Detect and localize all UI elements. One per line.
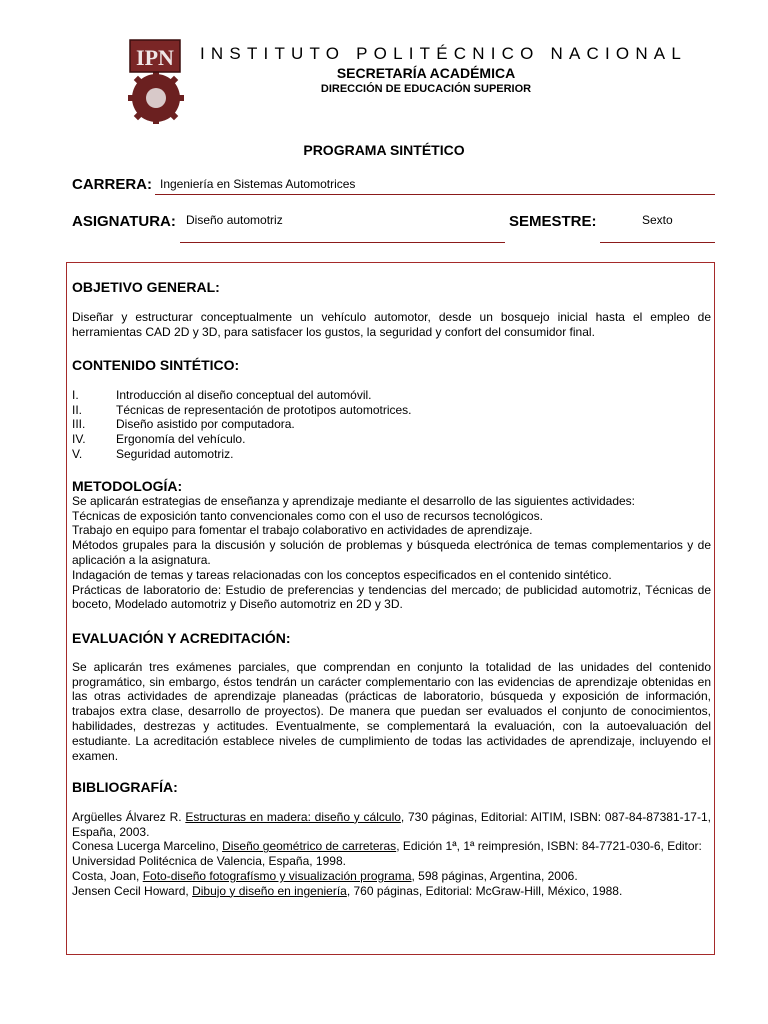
bibliography-heading: BIBLIOGRAFÍA: [72,779,178,795]
methodology-line: Prácticas de laboratorio de: Estudio de preferencias y tendencias del mercado; de publicidad automotriz, Técnicas de boceto, Modelado automotriz y Diseño automotriz en 2D y 3D. [72,582,711,612]
content-heading: CONTENIDO SINTÉTICO: [72,357,240,373]
evaluation-text: Se aplicarán tres exámenes parciales, que comprendan en conjunto la totalidad de las unidades del contenido programático, sin embargo, éstos tendrán un carácter complementario con las evidencias de aprendizaje obtenidas en las otras actividades de aprendizaje planeadas (prácticas de laboratorio, búsqueda y exposición de información, trabajos extra clase, desarrollo de proyectos). De manera que puedan ser evaluados el conjunto de conocimientos, habilidades, destrezas y actitudes. Eventualmente, se complementará la evaluación, con la autoevaluación del estudiante. La acreditación establece niveles de cumplimiento de todas las actividades de aprendizaje, incluyendo el examen. [72,659,711,763]
list-item: II. Técnicas de representación de prototipos automotrices. [72,402,412,417]
methodology-section [72,479,711,612]
logo-text: IPN [136,45,174,70]
objective-heading: OBJETIVO GENERAL: [72,279,220,295]
bibliography-section [72,780,711,899]
secretariat-name: SECRETARÍA ACADÉMICA [336,65,516,81]
career-underline [155,194,715,195]
methodology-heading: METODOLOGÍA: [72,478,183,494]
direction-name: DIRECCIÓN DE EDUCACIÓN SUPERIOR [320,83,532,95]
list-item: V. Seguridad automotriz. [72,446,234,461]
career-label: CARRERA: [72,176,152,193]
program-title: PROGRAMA SINTÉTICO [303,142,465,158]
subject-underline [180,242,505,243]
evaluation-heading: EVALUACIÓN Y ACREDITACIÓN: [72,630,291,646]
semester-label: SEMESTRE: [509,213,597,230]
list-item: I. Introducción al diseño conceptual del automóvil. [72,387,372,402]
content-list [72,388,711,462]
subject-value: Diseño automotriz [186,213,283,227]
methodology-line: Se aplicarán estrategias de enseñanza y aprendizaje mediante el desarrollo de las siguientes actividades: [72,493,636,508]
institution-name: INSTITUTO POLITÉCNICO NACIONAL [200,44,688,63]
methodology-line: Técnicas de exposición tanto convencionales como con el uso de recursos tecnológicos. [72,508,543,523]
methodology-line: Métodos grupales para la discusión y solución de problemas y búsqueda electrónica de temas complementarios y de aplicación a la asignatura. [72,538,711,567]
methodology-line: Indagación de temas y tareas relacionadas con los conceptos especificados en el contenido sintético. [72,567,612,582]
bibliography-entry: Argüelles Álvarez R. Estructuras en madera: diseño y cálculo, 730 páginas, Editorial: AITIM, ISBN: 087-84-87381-17-1, España, 2003. [72,809,711,839]
list-item: IV. Ergonomía del vehículo. [72,432,246,447]
career-value: Ingeniería en Sistemas Automotrices [160,177,356,191]
subject-label: ASIGNATURA: [72,213,176,230]
semester-underline [600,242,715,243]
objective-text: Diseñar y estructurar conceptualmente un vehículo automotor, desde un bosquejo inicial hasta el empleo de herramientas CAD 2D y 3D, para satisfacer los gustos, la seguridad y confort del consumidor final. [72,309,711,339]
evaluation-section [72,631,711,763]
methodology-line: Trabajo en equipo para fomentar el trabajo colaborativo en actividades de aprendizaje. [72,523,533,538]
objective-section [72,280,711,339]
bibliography-entry: Conesa Lucerga Marcelino, Diseño geométrico de carreteras, Edición 1ª, 1ª reimpresión, ISBN: 84-7721-030-6, Editor: Universidad Politécnica de Valencia, España, 1998. [72,839,702,869]
bibliography-entry: Jensen Cecil Howard, Dibujo y diseño en ingeniería, 760 páginas, Editorial: McGraw-Hill, México, 1988. [72,883,623,898]
content-section [72,358,711,462]
bibliography-list [72,810,711,899]
list-item: III. Diseño asistido por computadora. [72,417,295,432]
semester-value: Sexto [642,213,673,227]
ipn-logo [120,36,188,124]
bibliography-entry: Costa, Joan, Foto-diseño fotografísmo y visualización programa, 598 páginas, Argentina, 2006. [72,868,578,883]
